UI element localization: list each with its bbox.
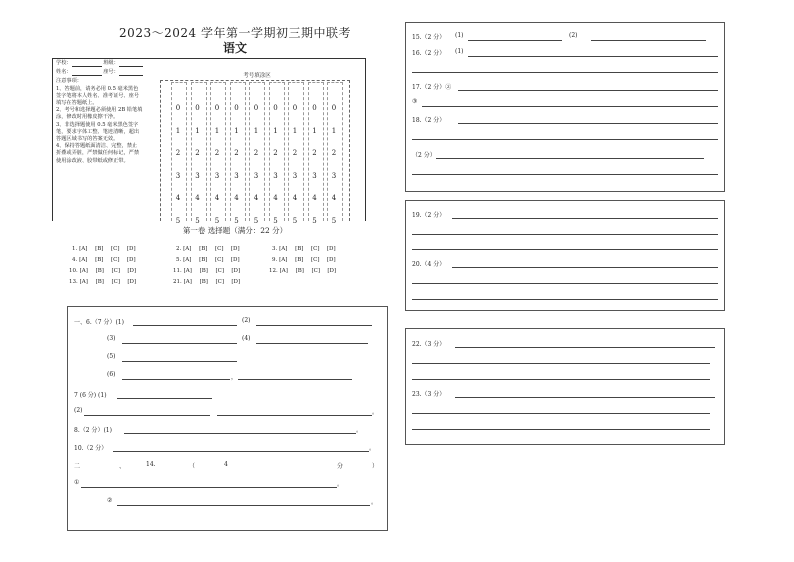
exam-number-bubble[interactable]: 5 — [195, 216, 200, 225]
exam-number-bubble[interactable]: 3 — [195, 171, 200, 180]
exam-number-bubble[interactable]: 0 — [214, 104, 220, 112]
option-d: [D] — [231, 279, 241, 285]
subject-title: 语文 — [222, 41, 247, 55]
q20-blank-3[interactable] — [412, 299, 718, 300]
q6-6-blank-b[interactable] — [238, 379, 352, 380]
period: 。 — [369, 445, 376, 452]
option-d: [D] — [326, 246, 336, 252]
exam-number-bubble[interactable]: 5 — [273, 216, 278, 225]
name-seat-row — [56, 69, 156, 76]
exam-number-bubble[interactable]: 1 — [175, 126, 181, 135]
choice-row[interactable] — [272, 246, 337, 252]
q14-part-c: 14. — [146, 461, 156, 468]
exam-number-bubble[interactable]: 0 — [253, 104, 259, 112]
notice-line: 使用涂改液、胶带纸或修正带。 — [56, 157, 129, 164]
exam-number-bubble[interactable]: 4 — [195, 194, 200, 202]
exam-number-title: 考号填涂区 — [243, 73, 271, 79]
question-number: 3. — [272, 246, 278, 252]
option-c: [C] — [111, 268, 120, 274]
q14-part-g: ） — [372, 463, 379, 470]
option-c: [C] — [215, 257, 224, 263]
exam-title: 2023～2024 学年第一学期初三期中联考 — [119, 26, 351, 40]
q23-blank-3[interactable] — [412, 429, 710, 430]
option-d: [D] — [127, 268, 137, 274]
choice-row[interactable] — [176, 246, 241, 252]
exam-number-bubble[interactable]: 4 — [331, 194, 337, 202]
question-number: 12. — [269, 268, 278, 274]
option-a: [A] — [183, 268, 192, 274]
option-b: [B] — [199, 246, 208, 252]
exam-number-bubble[interactable]: 1 — [292, 126, 298, 135]
q14-part-d: （ — [189, 463, 196, 470]
notice-line: 2、考号和选择题必须使用 2B 铅笔填 — [56, 107, 143, 114]
question-number: 4. — [72, 257, 78, 263]
q6-3-blank[interactable] — [122, 343, 237, 344]
q15-1-label: (1) — [455, 32, 464, 39]
q19-blank-2[interactable] — [412, 234, 718, 235]
question-number: 9. — [272, 257, 278, 263]
q6-4-label: (4) — [242, 335, 251, 342]
option-b: [B] — [295, 246, 304, 252]
notice-line: 4、保持答题纸面清洁、完整，禁止 — [56, 143, 138, 150]
choice-row[interactable] — [173, 268, 242, 274]
notice-line: 1、答题前，请务必用 0.5 毫米黑色 — [56, 85, 139, 92]
option-b: [B] — [199, 279, 208, 285]
exam-number-bubble[interactable]: 2 — [312, 149, 317, 157]
exam-number-bubble[interactable]: 0 — [234, 104, 239, 112]
q20-blank[interactable] — [452, 267, 718, 268]
option-c: [C] — [311, 257, 320, 263]
exam-number-bubble[interactable]: 4 — [175, 194, 181, 202]
exam-number-bubble[interactable]: 2 — [175, 149, 181, 157]
exam-number-bubble[interactable]: 4 — [312, 194, 317, 202]
q6-6-label: (6) — [107, 371, 116, 378]
option-c: [C] — [111, 246, 120, 252]
option-a: [A] — [79, 257, 88, 263]
q17-3-blank[interactable] — [422, 106, 718, 107]
option-a: [A] — [183, 246, 192, 252]
exam-number-bubble[interactable]: 2 — [253, 149, 259, 157]
exam-number-bubble[interactable]: 1 — [234, 126, 239, 135]
option-b: [B] — [295, 257, 304, 263]
class-blank[interactable] — [119, 61, 143, 67]
option-c: [C] — [215, 268, 224, 274]
seat-blank[interactable] — [119, 70, 143, 76]
option-b: [B] — [95, 279, 104, 285]
name-blank[interactable] — [72, 70, 102, 76]
q18-b-label: （2 分） — [412, 152, 436, 159]
q17-label: 17.（2 分）② — [412, 84, 452, 91]
q7-2-blank-b[interactable] — [217, 415, 372, 416]
q8-label: 8.（2 分）(1) — [74, 427, 112, 434]
exam-number-bubble[interactable]: 0 — [195, 104, 200, 112]
school-blank[interactable] — [72, 61, 102, 67]
option-a: [A] — [79, 268, 88, 274]
choice-row[interactable] — [173, 279, 242, 285]
notice-line: 涂，修改时用橡皮擦干净。 — [56, 114, 119, 121]
exam-number-bubble[interactable]: 5 — [175, 216, 181, 225]
option-b: [B] — [199, 268, 208, 274]
q6-5-blank[interactable] — [122, 361, 237, 362]
period: 。 — [356, 427, 363, 434]
exam-number-bubble[interactable]: 0 — [331, 104, 337, 112]
q6-2-blank[interactable] — [256, 325, 372, 326]
exam-number-bubble[interactable]: 2 — [331, 149, 337, 157]
q14-part-b: 、 — [119, 463, 126, 470]
notice-line: 填写在答题纸上。 — [56, 100, 98, 107]
q18-b-blank[interactable] — [436, 158, 704, 159]
q6-2-label: (2) — [242, 317, 251, 324]
q18-b-blank-2[interactable] — [412, 174, 718, 175]
q23-blank[interactable] — [455, 397, 715, 398]
question-number: 10. — [69, 268, 78, 274]
answer-box-part3 — [405, 200, 725, 311]
exam-number-bubble[interactable]: 5 — [292, 216, 298, 225]
exam-number-bubble[interactable]: 1 — [195, 126, 200, 135]
q20-label: 20.（4 分） — [412, 261, 446, 268]
choice-row[interactable] — [69, 279, 138, 285]
exam-number-bubble[interactable]: 3 — [234, 171, 239, 180]
option-a: [A] — [279, 257, 288, 263]
q6-1-blank[interactable] — [133, 325, 237, 326]
period: 。 — [372, 409, 379, 416]
question-number: 2. — [176, 246, 182, 252]
exam-number-bubble[interactable]: 3 — [175, 171, 181, 180]
q22-label: 22.（3 分） — [412, 341, 446, 348]
school-class-row — [56, 60, 156, 67]
answer-box-part2 — [405, 22, 725, 192]
question-number: 21. — [173, 279, 182, 285]
q18-blank[interactable] — [458, 123, 718, 124]
option-a: [A] — [79, 246, 88, 252]
exam-number-bubble[interactable]: 1 — [273, 126, 278, 135]
option-d: [D] — [127, 279, 137, 285]
notice-line: 笔，要求字体工整、笔迹清晰，超出 — [56, 128, 140, 135]
q16-label: 16.（2 分） — [412, 50, 446, 57]
option-c: [C] — [311, 268, 320, 274]
q6-3-label: (3) — [107, 335, 116, 342]
exam-number-bubble[interactable]: 5 — [234, 216, 239, 225]
exam-number-bubble[interactable]: 2 — [234, 149, 239, 157]
exam-number-bubble[interactable]: 4 — [214, 194, 220, 202]
option-d: [D] — [327, 268, 337, 274]
option-a: [A] — [183, 279, 192, 285]
q23-blank-2[interactable] — [412, 413, 710, 414]
period: 。 — [337, 481, 344, 488]
option-c: [C] — [215, 279, 224, 285]
exam-number-bubble[interactable]: 0 — [312, 104, 317, 112]
q7-2-label: (2) — [74, 407, 83, 414]
notice-line: 签字笔将本人姓名、准考证号、座号 — [56, 92, 140, 99]
q15-2-blank[interactable] — [591, 40, 706, 41]
q20-blank-2[interactable] — [412, 283, 718, 284]
seat-label: 座号： — [103, 69, 119, 76]
option-d: [D] — [231, 268, 241, 274]
q15-2-label: (2) — [569, 32, 578, 39]
option-b: [B] — [95, 246, 104, 252]
exam-number-bubble[interactable]: 5 — [253, 216, 259, 225]
q6-4-blank[interactable] — [256, 343, 368, 344]
exam-number-bubble[interactable]: 4 — [292, 194, 298, 202]
exam-number-bubble[interactable]: 5 — [312, 216, 317, 225]
option-d: [D] — [230, 246, 240, 252]
exam-number-bubble[interactable]: 2 — [273, 149, 278, 157]
name-label: 姓名： — [56, 69, 72, 76]
q22-blank-3[interactable] — [412, 379, 710, 380]
exam-number-bubble[interactable]: 2 — [292, 149, 298, 157]
answer-box-part4 — [405, 328, 725, 445]
choice-row[interactable] — [72, 257, 137, 263]
q6-label: 一、6.（7 分）(1) — [74, 319, 124, 326]
q16-1-blank[interactable] — [468, 56, 718, 57]
q14-part-e: 4 — [224, 461, 228, 468]
exam-number-bubble[interactable]: 3 — [312, 171, 317, 180]
exam-number-bubble[interactable]: 3 — [273, 171, 278, 180]
q19-blank-3[interactable] — [412, 249, 718, 250]
q7-label: 7 (6 分) (1) — [74, 392, 107, 399]
question-number: 1. — [72, 246, 78, 252]
q18-blank-2[interactable] — [412, 139, 718, 140]
notice-line: 3、非选择题使用 0.5 毫米黑色签字 — [56, 121, 139, 128]
q14-1-label: ① — [74, 479, 80, 486]
q14-part-a: 二 — [74, 463, 81, 470]
q10-label: 10.（2 分） — [74, 445, 108, 452]
q14-1-blank[interactable] — [81, 487, 337, 488]
option-a: [A] — [279, 268, 288, 274]
q19-label: 19.（2 分） — [412, 212, 446, 219]
q16-blank-2[interactable] — [412, 72, 718, 73]
exam-number-bubble[interactable]: 0 — [273, 104, 278, 112]
notice-title: 注意事项： — [56, 78, 82, 85]
exam-number-bubble[interactable]: 3 — [253, 171, 259, 180]
choice-row[interactable] — [176, 257, 241, 263]
q14-part-f: 分 — [337, 463, 344, 470]
question-number: 13. — [69, 279, 78, 285]
q16-1-label: (1) — [455, 48, 464, 55]
q22-blank[interactable] — [455, 347, 715, 348]
school-label: 学校： — [56, 60, 72, 66]
exam-number-bubble[interactable]: 3 — [292, 171, 298, 180]
q6-6-blank-a[interactable] — [122, 379, 230, 380]
q15-1-blank[interactable] — [468, 40, 562, 41]
option-a: [A] — [79, 279, 88, 285]
option-d: [D] — [230, 257, 240, 263]
choice-grid — [69, 246, 372, 290]
student-info-fields — [56, 60, 156, 165]
exam-number-bubble[interactable]: 5 — [331, 216, 337, 225]
q18-label: 18.（2 分） — [412, 117, 446, 124]
option-d: [D] — [126, 246, 136, 252]
q17-3-label: ③ — [412, 98, 418, 105]
option-c: [C] — [311, 246, 320, 252]
exam-number-bubble[interactable]: 5 — [214, 216, 220, 225]
exam-number-bubble[interactable]: 1 — [253, 126, 259, 135]
exam-number-bubble[interactable]: 2 — [214, 149, 220, 157]
q15-label: 15.（2 分） — [412, 34, 446, 41]
q14-2-blank[interactable] — [117, 505, 370, 506]
option-d: [D] — [126, 257, 136, 263]
q14-2-label: ② — [107, 497, 113, 504]
choice-row[interactable] — [69, 268, 138, 274]
option-c: [C] — [111, 279, 120, 285]
q19-blank[interactable] — [452, 218, 718, 219]
q7-2-blank-a[interactable] — [84, 415, 210, 416]
question-number: 11. — [173, 268, 182, 274]
notice-line: 答题区域书写的答案无效。 — [56, 136, 119, 143]
option-c: [C] — [215, 246, 224, 252]
q8-blank[interactable] — [124, 433, 356, 434]
q23-label: 23.（3 分） — [412, 391, 446, 398]
option-b: [B] — [295, 268, 304, 274]
q6-5-label: (5) — [107, 353, 116, 360]
exam-number-bubble[interactable]: 3 — [331, 171, 337, 180]
period: 。 — [371, 499, 378, 506]
q7-1-blank[interactable] — [117, 398, 212, 399]
option-a: [A] — [183, 257, 192, 263]
notice-line: 折叠或弄脏，严禁做任何标记，严禁 — [56, 150, 140, 157]
exam-number-bubble[interactable]: 0 — [175, 104, 181, 112]
option-c: [C] — [111, 257, 120, 263]
option-b: [B] — [95, 268, 104, 274]
exam-number-bubble[interactable]: 4 — [234, 194, 239, 202]
exam-number-bubble[interactable]: 4 — [253, 194, 259, 202]
choice-row[interactable] — [272, 257, 337, 263]
q17-blank[interactable] — [458, 90, 718, 91]
choice-row[interactable] — [72, 246, 137, 252]
choice-row[interactable] — [269, 268, 338, 274]
exam-number-bubble[interactable]: 2 — [195, 149, 200, 157]
section1-title: 第一卷 选择题（满分：22 分） — [182, 226, 288, 235]
option-a: [A] — [279, 246, 288, 252]
option-b: [B] — [95, 257, 104, 263]
comma: ， — [231, 374, 238, 381]
question-number: 5. — [176, 257, 182, 263]
option-b: [B] — [199, 257, 208, 263]
class-label: 班级： — [103, 60, 119, 66]
exam-number-bubble[interactable]: 0 — [292, 104, 298, 112]
exam-number-bubble[interactable]: 1 — [214, 126, 220, 135]
option-d: [D] — [326, 257, 336, 263]
q22-blank-2[interactable] — [412, 363, 710, 364]
exam-number-bubble[interactable]: 1 — [331, 126, 337, 135]
exam-number-bubble[interactable]: 1 — [312, 126, 317, 135]
exam-number-bubble[interactable]: 4 — [273, 194, 278, 202]
exam-number-bubble[interactable]: 3 — [214, 171, 220, 180]
q10-blank[interactable] — [113, 451, 369, 452]
